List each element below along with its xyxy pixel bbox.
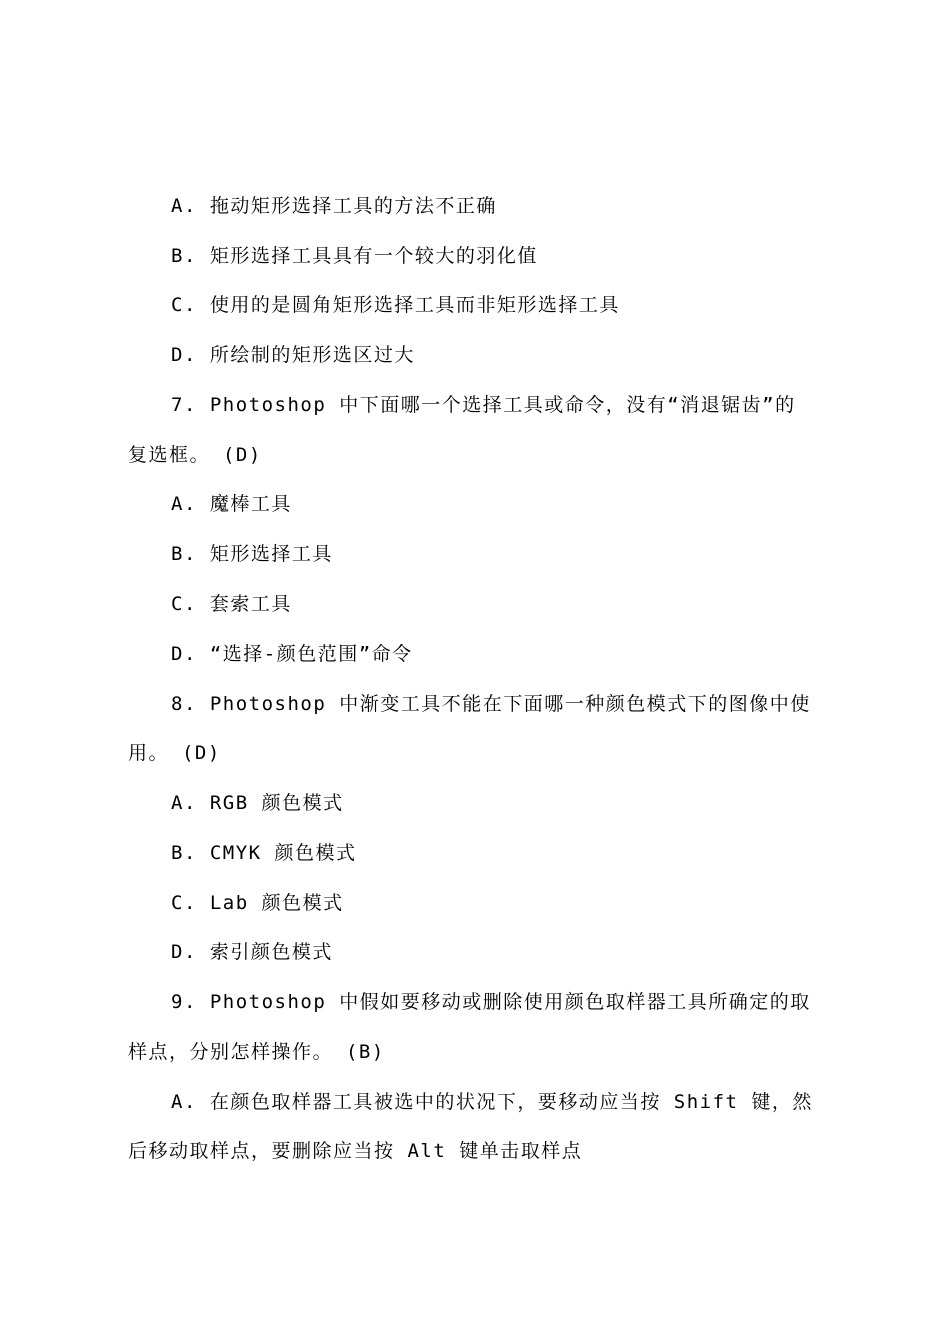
question-8: 8. Photoshop 中渐变工具不能在下面哪一种颜色模式下的图像中使 bbox=[171, 693, 811, 715]
question-7: 7. Photoshop 中下面哪一个选择工具或命令，没有“消退锯齿”的 bbox=[171, 394, 796, 416]
option-a-q7: A. 魔棒工具 bbox=[171, 493, 292, 515]
question-9: 9. Photoshop 中假如要移动或删除使用颜色取样器工具所确定的取 bbox=[171, 991, 811, 1013]
question-8-continued: 用。 (D) bbox=[128, 742, 221, 764]
option-a-q9: A. 在颜色取样器工具被选中的状况下，要移动应当按 Shift 键，然 bbox=[171, 1091, 813, 1113]
option-d-q6: D. 所绘制的矩形选区过大 bbox=[171, 344, 415, 366]
option-a-q8: A. RGB 颜色模式 bbox=[171, 792, 344, 814]
option-b-q8: B. CMYK 颜色模式 bbox=[171, 842, 357, 864]
option-a-q9-continued: 后移动取样点，要删除应当按 Alt 键单击取样点 bbox=[128, 1140, 583, 1162]
question-7-continued: 复选框。 (D) bbox=[128, 444, 262, 466]
option-a-q6: A. 拖动矩形选择工具的方法不正确 bbox=[171, 195, 497, 217]
option-d-q7: D. “选择-颜色范围”命令 bbox=[171, 643, 413, 665]
option-b-q6: B. 矩形选择工具具有一个较大的羽化值 bbox=[171, 245, 538, 267]
option-c-q8: C. Lab 颜色模式 bbox=[171, 892, 344, 914]
option-d-q8: D. 索引颜色模式 bbox=[171, 941, 333, 963]
option-c-q6: C. 使用的是圆角矩形选择工具而非矩形选择工具 bbox=[171, 294, 620, 316]
option-c-q7: C. 套索工具 bbox=[171, 593, 292, 615]
question-9-continued: 样点，分别怎样操作。 (B) bbox=[128, 1041, 385, 1063]
option-b-q7: B. 矩形选择工具 bbox=[171, 543, 333, 565]
